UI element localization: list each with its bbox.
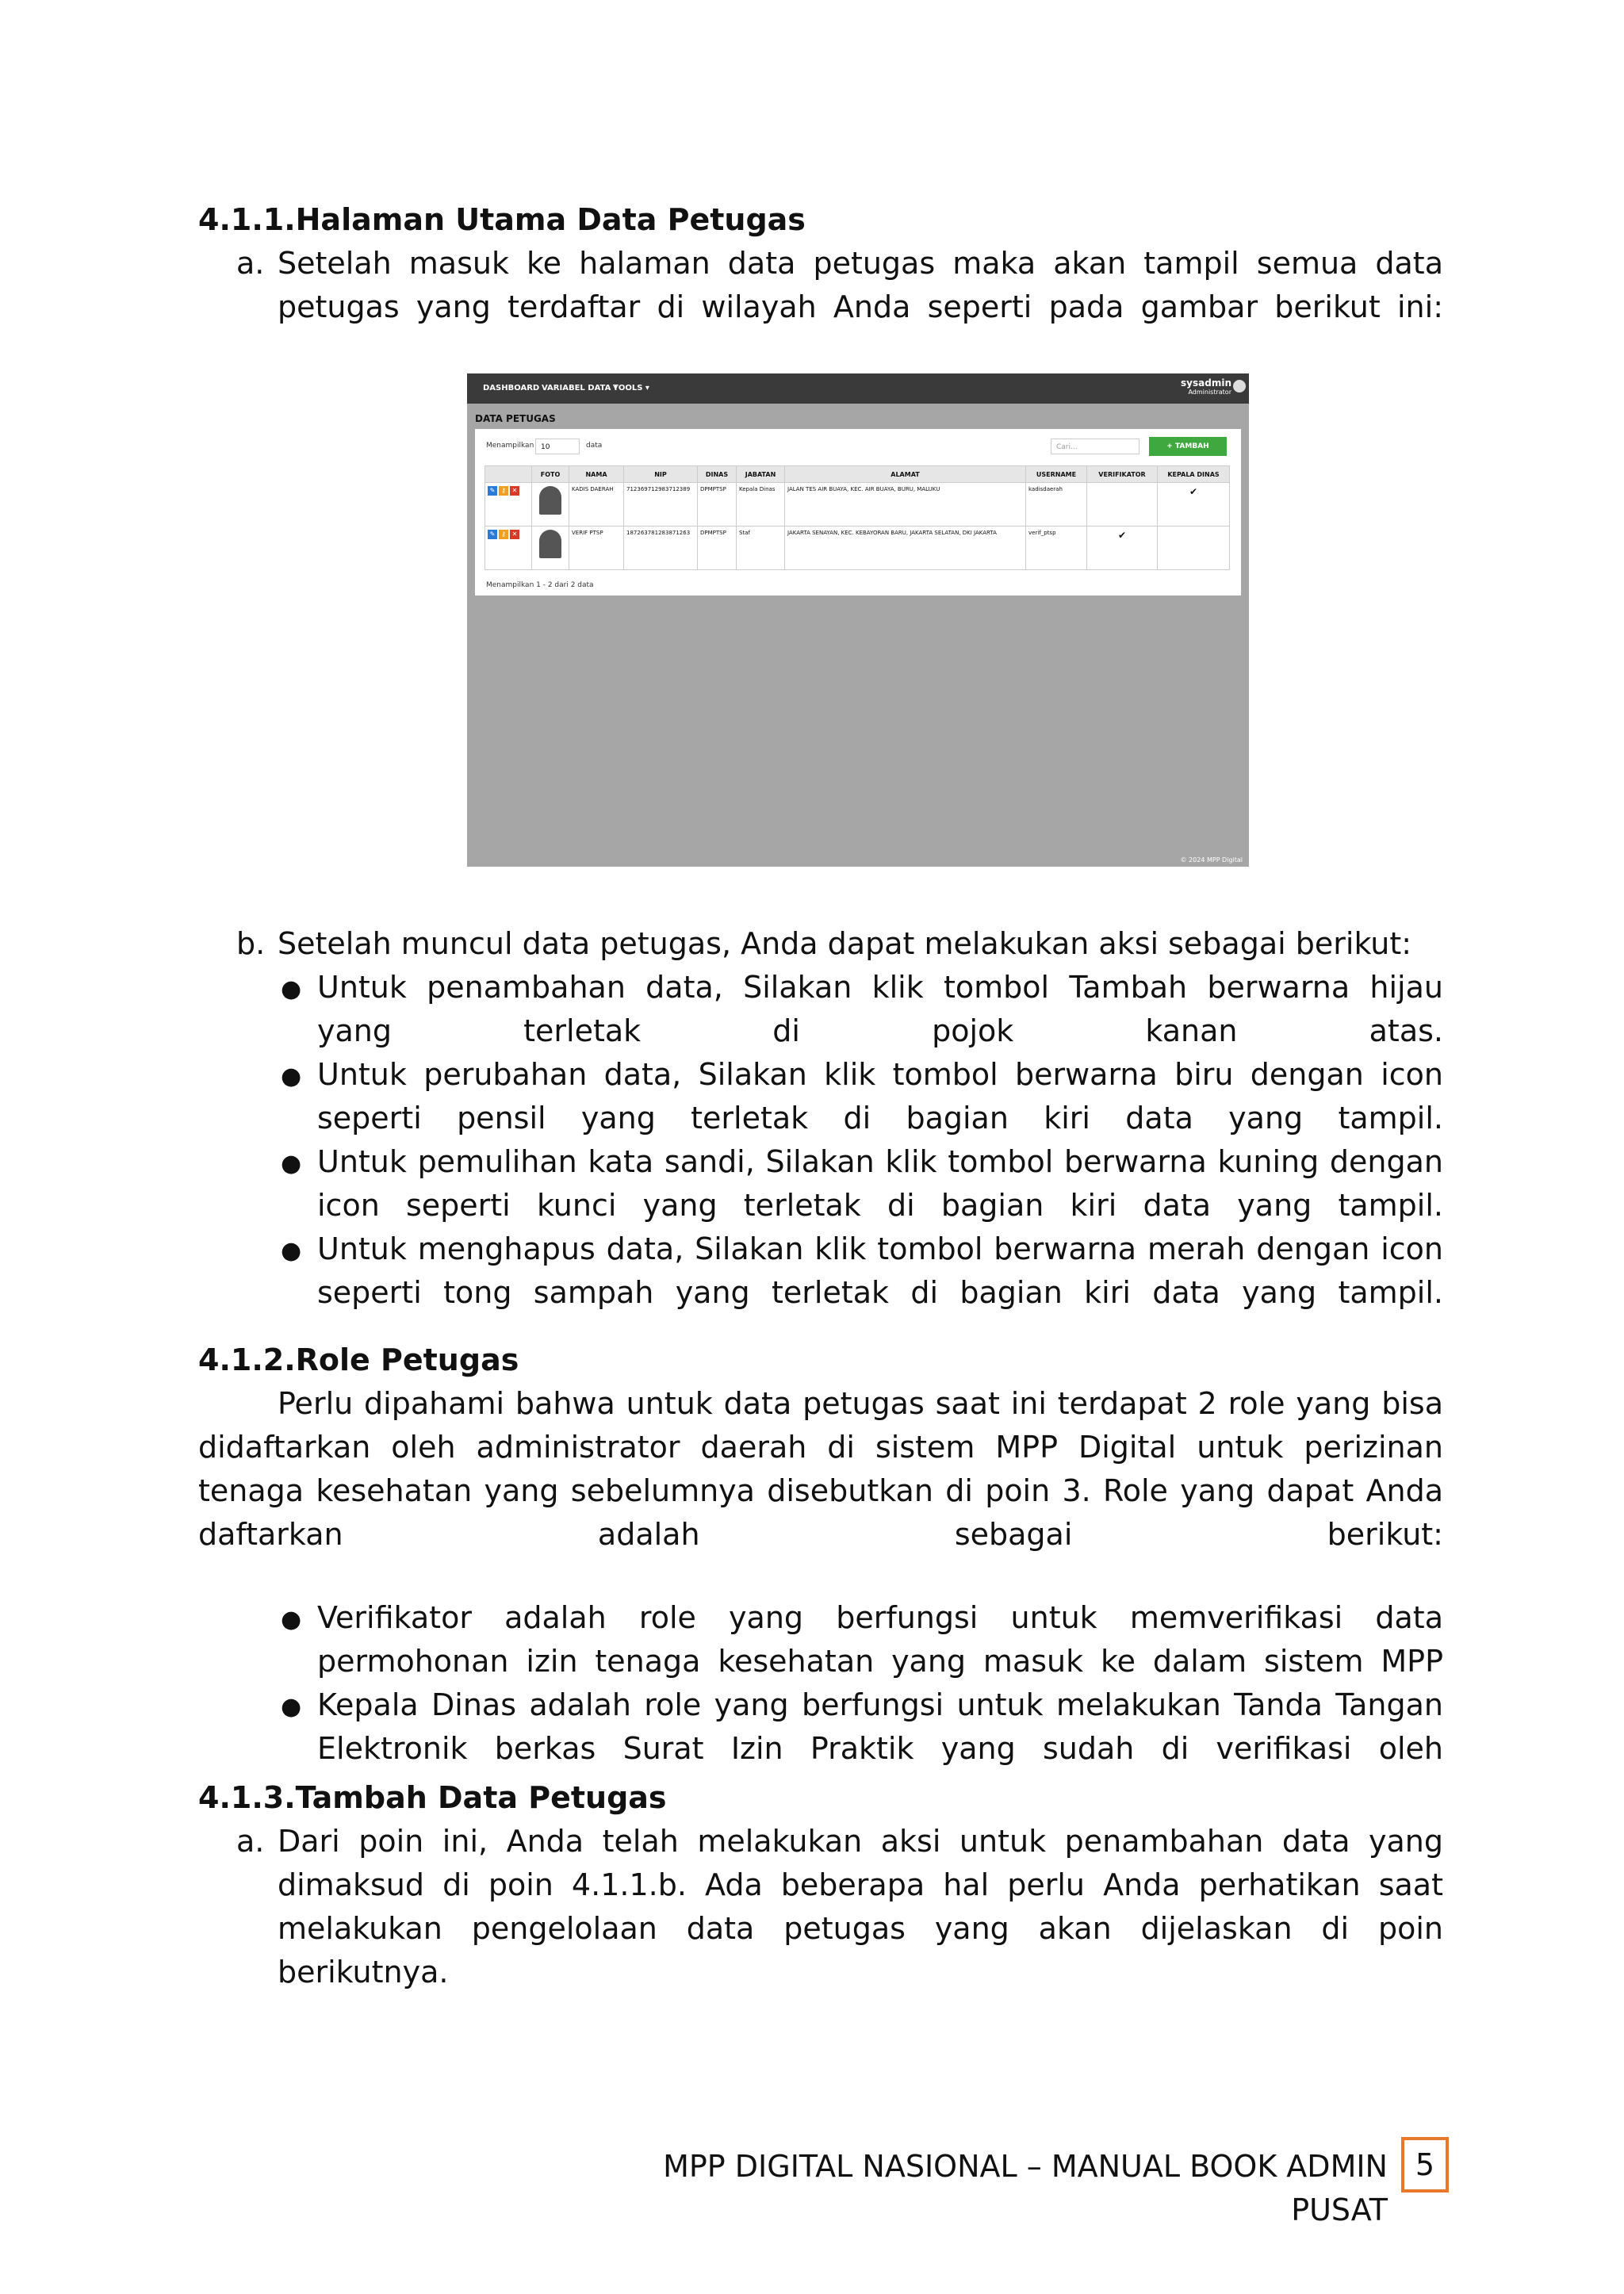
user-photo	[539, 486, 561, 515]
data-label: data	[586, 442, 603, 450]
bullet-icon: ●	[281, 1063, 302, 1090]
paragraph: Dari poin ini, Anda telah melakukan aksi untuk penambahan data yang dimaksud di poin 4.1.1.b. Ada beberapa hal perlu Anda perhatikan saat melakukan pengelolaan data petugas yang akan dijelaskan di poin berikutnya.	[278, 1824, 1443, 1990]
bullet-text: Untuk perubahan data, Silakan klik tombol berwarna biru dengan icon seperti pensil yang terletak di bagian kiri data yang tampil.	[317, 1057, 1443, 1136]
table-panel	[475, 429, 1241, 596]
user-photo	[539, 530, 561, 558]
paragraph: Setelah muncul data petugas, Anda dapat melakukan aksi sebagai berikut:	[278, 926, 1412, 961]
nav-tools[interactable]: TOOLS ▾	[613, 384, 649, 393]
data-petugas-screenshot	[467, 373, 1249, 867]
cell-verifikator: ✔	[1087, 527, 1158, 570]
cell-username: verif_ptsp	[1026, 527, 1087, 570]
user-name: sysadmin	[1181, 377, 1231, 389]
trash-icon[interactable]: ✕	[510, 486, 519, 496]
section-heading-4-1-2: 4.1.2.Role Petugas	[198, 1342, 519, 1377]
row-actions	[485, 483, 532, 527]
cell-nip: 187263781283871263	[624, 527, 698, 570]
cell-jabatan: Staf	[737, 527, 785, 570]
col-actions	[485, 466, 532, 483]
bullet-icon: ●	[281, 1693, 302, 1721]
section-heading-4-1-3: 4.1.3.Tambah Data Petugas	[198, 1780, 667, 1815]
table-row	[485, 527, 1230, 570]
key-icon[interactable]: ⚷	[499, 486, 508, 496]
table-footer: Menampilkan 1 - 2 dari 2 data	[486, 581, 594, 589]
copyright: © 2024 MPP Digital	[1180, 856, 1243, 864]
cell-dinas: DPMPTSP	[698, 527, 737, 570]
row-actions	[485, 527, 532, 570]
cell-kepala-dinas: ✔	[1158, 483, 1230, 527]
cell-jabatan: Kepala Dinas	[737, 483, 785, 527]
bullet-text: Untuk pemulihan kata sandi, Silakan klik tombol berwarna kuning dengan icon seperti kunci yang terletak di bagian kiri data yang tampil.	[317, 1144, 1443, 1223]
cell-alamat: JALAN TES AIR BUAYA, KEC. AIR BUAYA, BURU, MALUKU	[785, 483, 1026, 527]
page-size-select[interactable]: 10	[535, 439, 580, 454]
col-nama: NAMA	[569, 466, 624, 483]
col-verifikator: VERIFIKATOR	[1087, 466, 1158, 483]
bullet-text: Kepala Dinas adalah role yang berfungsi untuk melakukan Tanda Tangan Elektronik berkas Surat Izin Praktik yang sudah di verifikasi oleh	[317, 1687, 1443, 1766]
bullet-icon: ●	[281, 975, 302, 1003]
list-marker: b.	[236, 926, 266, 961]
cell-nama: VERIF PTSP	[569, 527, 624, 570]
user-menu[interactable]	[1181, 377, 1231, 396]
col-dinas: DINAS	[698, 466, 737, 483]
col-alamat: ALAMAT	[785, 466, 1026, 483]
nav-dashboard[interactable]: DASHBOARD	[483, 384, 540, 393]
search-input[interactable]: Cari...	[1051, 439, 1139, 454]
col-username: USERNAME	[1026, 466, 1087, 483]
list-marker: a.	[236, 246, 265, 281]
row-foto	[532, 483, 569, 527]
bullet-icon: ●	[281, 1150, 302, 1178]
page-number: 5	[1401, 2137, 1449, 2193]
col-kepala-dinas: KEPALA DINAS	[1158, 466, 1230, 483]
paragraph: Setelah masuk ke halaman data petugas maka akan tampil semua data petugas yang terdaftar di wilayah Anda seperti pada gambar berikut ini:	[278, 246, 1443, 324]
table-header	[485, 466, 1230, 483]
page-footer: MPP DIGITAL NASIONAL – MANUAL BOOK ADMIN PUSAT	[663, 2149, 1388, 2227]
bullet-icon: ●	[281, 1606, 302, 1633]
nav-variabel-data[interactable]: VARIABEL DATA ▾	[542, 384, 618, 393]
list-marker: a.	[236, 1824, 265, 1859]
table-row	[485, 483, 1230, 527]
cell-dinas: DPMPTSP	[698, 483, 737, 527]
add-button[interactable]: + TAMBAH	[1149, 437, 1227, 456]
petugas-table	[485, 465, 1230, 570]
cell-alamat: JAKARTA SENAYAN, KEC. KEBAYORAN BARU, JAKARTA SELATAN, DKI JAKARTA	[785, 527, 1026, 570]
cell-username: kadisdaerah	[1026, 483, 1087, 527]
trash-icon[interactable]: ✕	[510, 530, 519, 539]
bullet-text: Verifikator adalah role yang berfungsi untuk memverifikasi data permohonan izin tenaga kesehatan yang masuk ke dalam sistem MPP	[317, 1600, 1443, 1679]
edit-pencil-icon[interactable]: ✎	[488, 486, 497, 496]
col-foto: FOTO	[532, 466, 569, 483]
show-label: Menampilkan	[486, 442, 534, 450]
cell-verifikator	[1087, 483, 1158, 527]
col-jabatan: JABATAN	[737, 466, 785, 483]
cell-nama: KADIS DAERAH	[569, 483, 624, 527]
bullet-text: Untuk menghapus data, Silakan klik tombol berwarna merah dengan icon seperti tong sampah yang terletak di bagian kiri data yang tampil.	[317, 1231, 1443, 1310]
section-heading-4-1-1: 4.1.1.Halaman Utama Data Petugas	[198, 202, 806, 237]
key-icon[interactable]: ⚷	[499, 530, 508, 539]
page-title: DATA PETUGAS	[475, 413, 556, 424]
user-role: Administrator	[1188, 389, 1231, 396]
edit-pencil-icon[interactable]: ✎	[488, 530, 497, 539]
navbar	[467, 373, 1249, 404]
avatar[interactable]	[1233, 380, 1246, 393]
cell-kepala-dinas	[1158, 527, 1230, 570]
paragraph: Perlu dipahami bahwa untuk data petugas saat ini terdapat 2 role yang bisa didaftarkan oleh administrator daerah di sistem MPP Digital untuk perizinan tenaga kesehatan yang sebelumnya disebutkan di poin 3. Role yang dapat Anda daftarkan adalah sebagai berikut:	[198, 1386, 1443, 1552]
col-nip: NIP	[624, 466, 698, 483]
bullet-text: Untuk penambahan data, Silakan klik tombol Tambah berwarna hijau yang terletak di pojok kanan atas.	[317, 970, 1443, 1048]
bullet-icon: ●	[281, 1237, 302, 1265]
row-foto	[532, 527, 569, 570]
cell-nip: 712369712983712389	[624, 483, 698, 527]
